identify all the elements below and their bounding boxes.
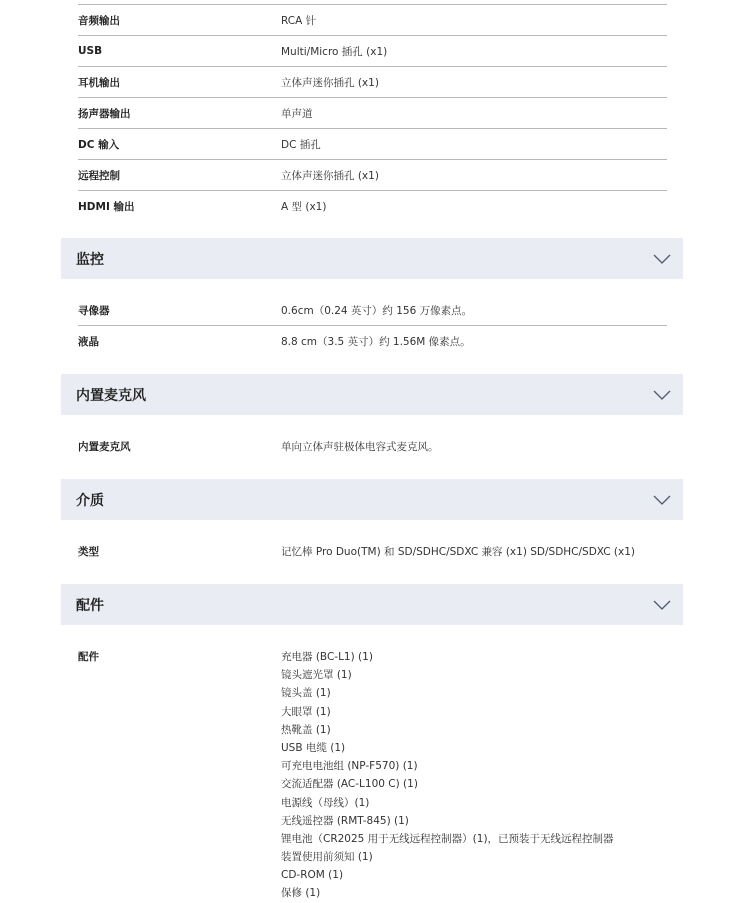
spec-label: 内置麦克风	[78, 440, 131, 453]
list-item: 锂电池（CR2025 用于无线远程控制器）(1)，已预装于无线远程控制器	[281, 832, 614, 845]
spec-label: 扬声器输出	[78, 107, 131, 120]
spec-row	[78, 66, 667, 97]
section-title: 配件	[76, 597, 104, 614]
list-item: 装置使用前须知 (1)	[281, 851, 373, 864]
spec-value: 单声道	[281, 107, 313, 120]
spec-row	[78, 4, 667, 35]
chevron-down-icon[interactable]	[653, 600, 671, 610]
section-title: 介质	[76, 492, 104, 509]
chevron-down-icon[interactable]	[653, 254, 671, 264]
spec-label: 液晶	[78, 335, 99, 348]
list-item: 镜头遮光罩 (1)	[281, 669, 352, 682]
list-item: CD-ROM (1)	[281, 869, 344, 882]
spec-value: 单向立体声驻极体电容式麦克风。	[281, 440, 439, 453]
section-title: 内置麦克风	[76, 387, 146, 404]
list-item: 保修 (1)	[281, 887, 321, 900]
list-item: 可充电电池组 (NP-F570) (1)	[281, 760, 418, 773]
spec-row	[78, 128, 667, 159]
monitor-spec-table	[78, 295, 667, 356]
list-item: 无线遥控器 (RMT-845) (1)	[281, 814, 409, 827]
spec-label: HDMI 输出	[78, 200, 135, 213]
spec-label: DC 输入	[78, 138, 120, 151]
spec-label: 音频输出	[78, 14, 120, 27]
spec-row	[78, 35, 667, 66]
spec-row	[78, 536, 667, 566]
media-spec-table	[78, 536, 667, 566]
spec-row	[78, 431, 667, 461]
section-header-media[interactable]	[61, 479, 683, 520]
list-item: 镜头盖 (1)	[281, 687, 331, 700]
list-item: 热靴盖 (1)	[281, 723, 331, 736]
connectivity-spec-table	[78, 4, 667, 221]
microphone-spec-table	[78, 431, 667, 461]
spec-label: 耳机输出	[78, 76, 120, 89]
accessories-list	[281, 648, 614, 903]
spec-value: RCA 针	[281, 14, 317, 27]
spec-value: 立体声迷你插孔 (x1)	[281, 76, 379, 89]
spec-row	[78, 325, 667, 356]
chevron-down-icon[interactable]	[653, 390, 671, 400]
section-header-microphone[interactable]	[61, 374, 683, 415]
spec-label: 配件	[78, 651, 99, 663]
list-item: 电源线（母线）(1)	[281, 796, 370, 809]
spec-row	[78, 159, 667, 190]
spec-value: DC 插孔	[281, 138, 321, 151]
spec-value: A 型 (x1)	[281, 200, 327, 213]
spec-value: 立体声迷你插孔 (x1)	[281, 169, 379, 182]
section-title: 监控	[76, 251, 104, 268]
spec-value: 记忆棒 Pro Duo(TM) 和 SD/SDHC/SDXC 兼容 (x1) SD/SDHC/SDXC (x1)	[281, 545, 635, 558]
spec-label: 远程控制	[78, 169, 120, 182]
chevron-down-icon[interactable]	[653, 495, 671, 505]
spec-row	[78, 295, 667, 325]
section-header-monitor[interactable]	[61, 238, 683, 279]
list-item: USB 电缆 (1)	[281, 741, 346, 754]
spec-label: 寻像器	[78, 304, 110, 317]
list-item: 充电器 (BC-L1) (1)	[281, 651, 373, 663]
spec-value: Multi/Micro 插孔 (x1)	[281, 45, 388, 58]
spec-row	[78, 190, 667, 221]
spec-label: USB	[78, 45, 103, 57]
section-header-accessories[interactable]	[61, 584, 683, 625]
list-item: 交流适配器 (AC-L100 C) (1)	[281, 778, 418, 791]
spec-row	[78, 97, 667, 128]
spec-label: 类型	[78, 545, 99, 558]
list-item: 大眼罩 (1)	[281, 705, 331, 718]
spec-value: 0.6cm（0.24 英寸）约 156 万像素点。	[281, 304, 473, 317]
spec-value: 8.8 cm（3.5 英寸）约 1.56M 像素点。	[281, 335, 471, 348]
